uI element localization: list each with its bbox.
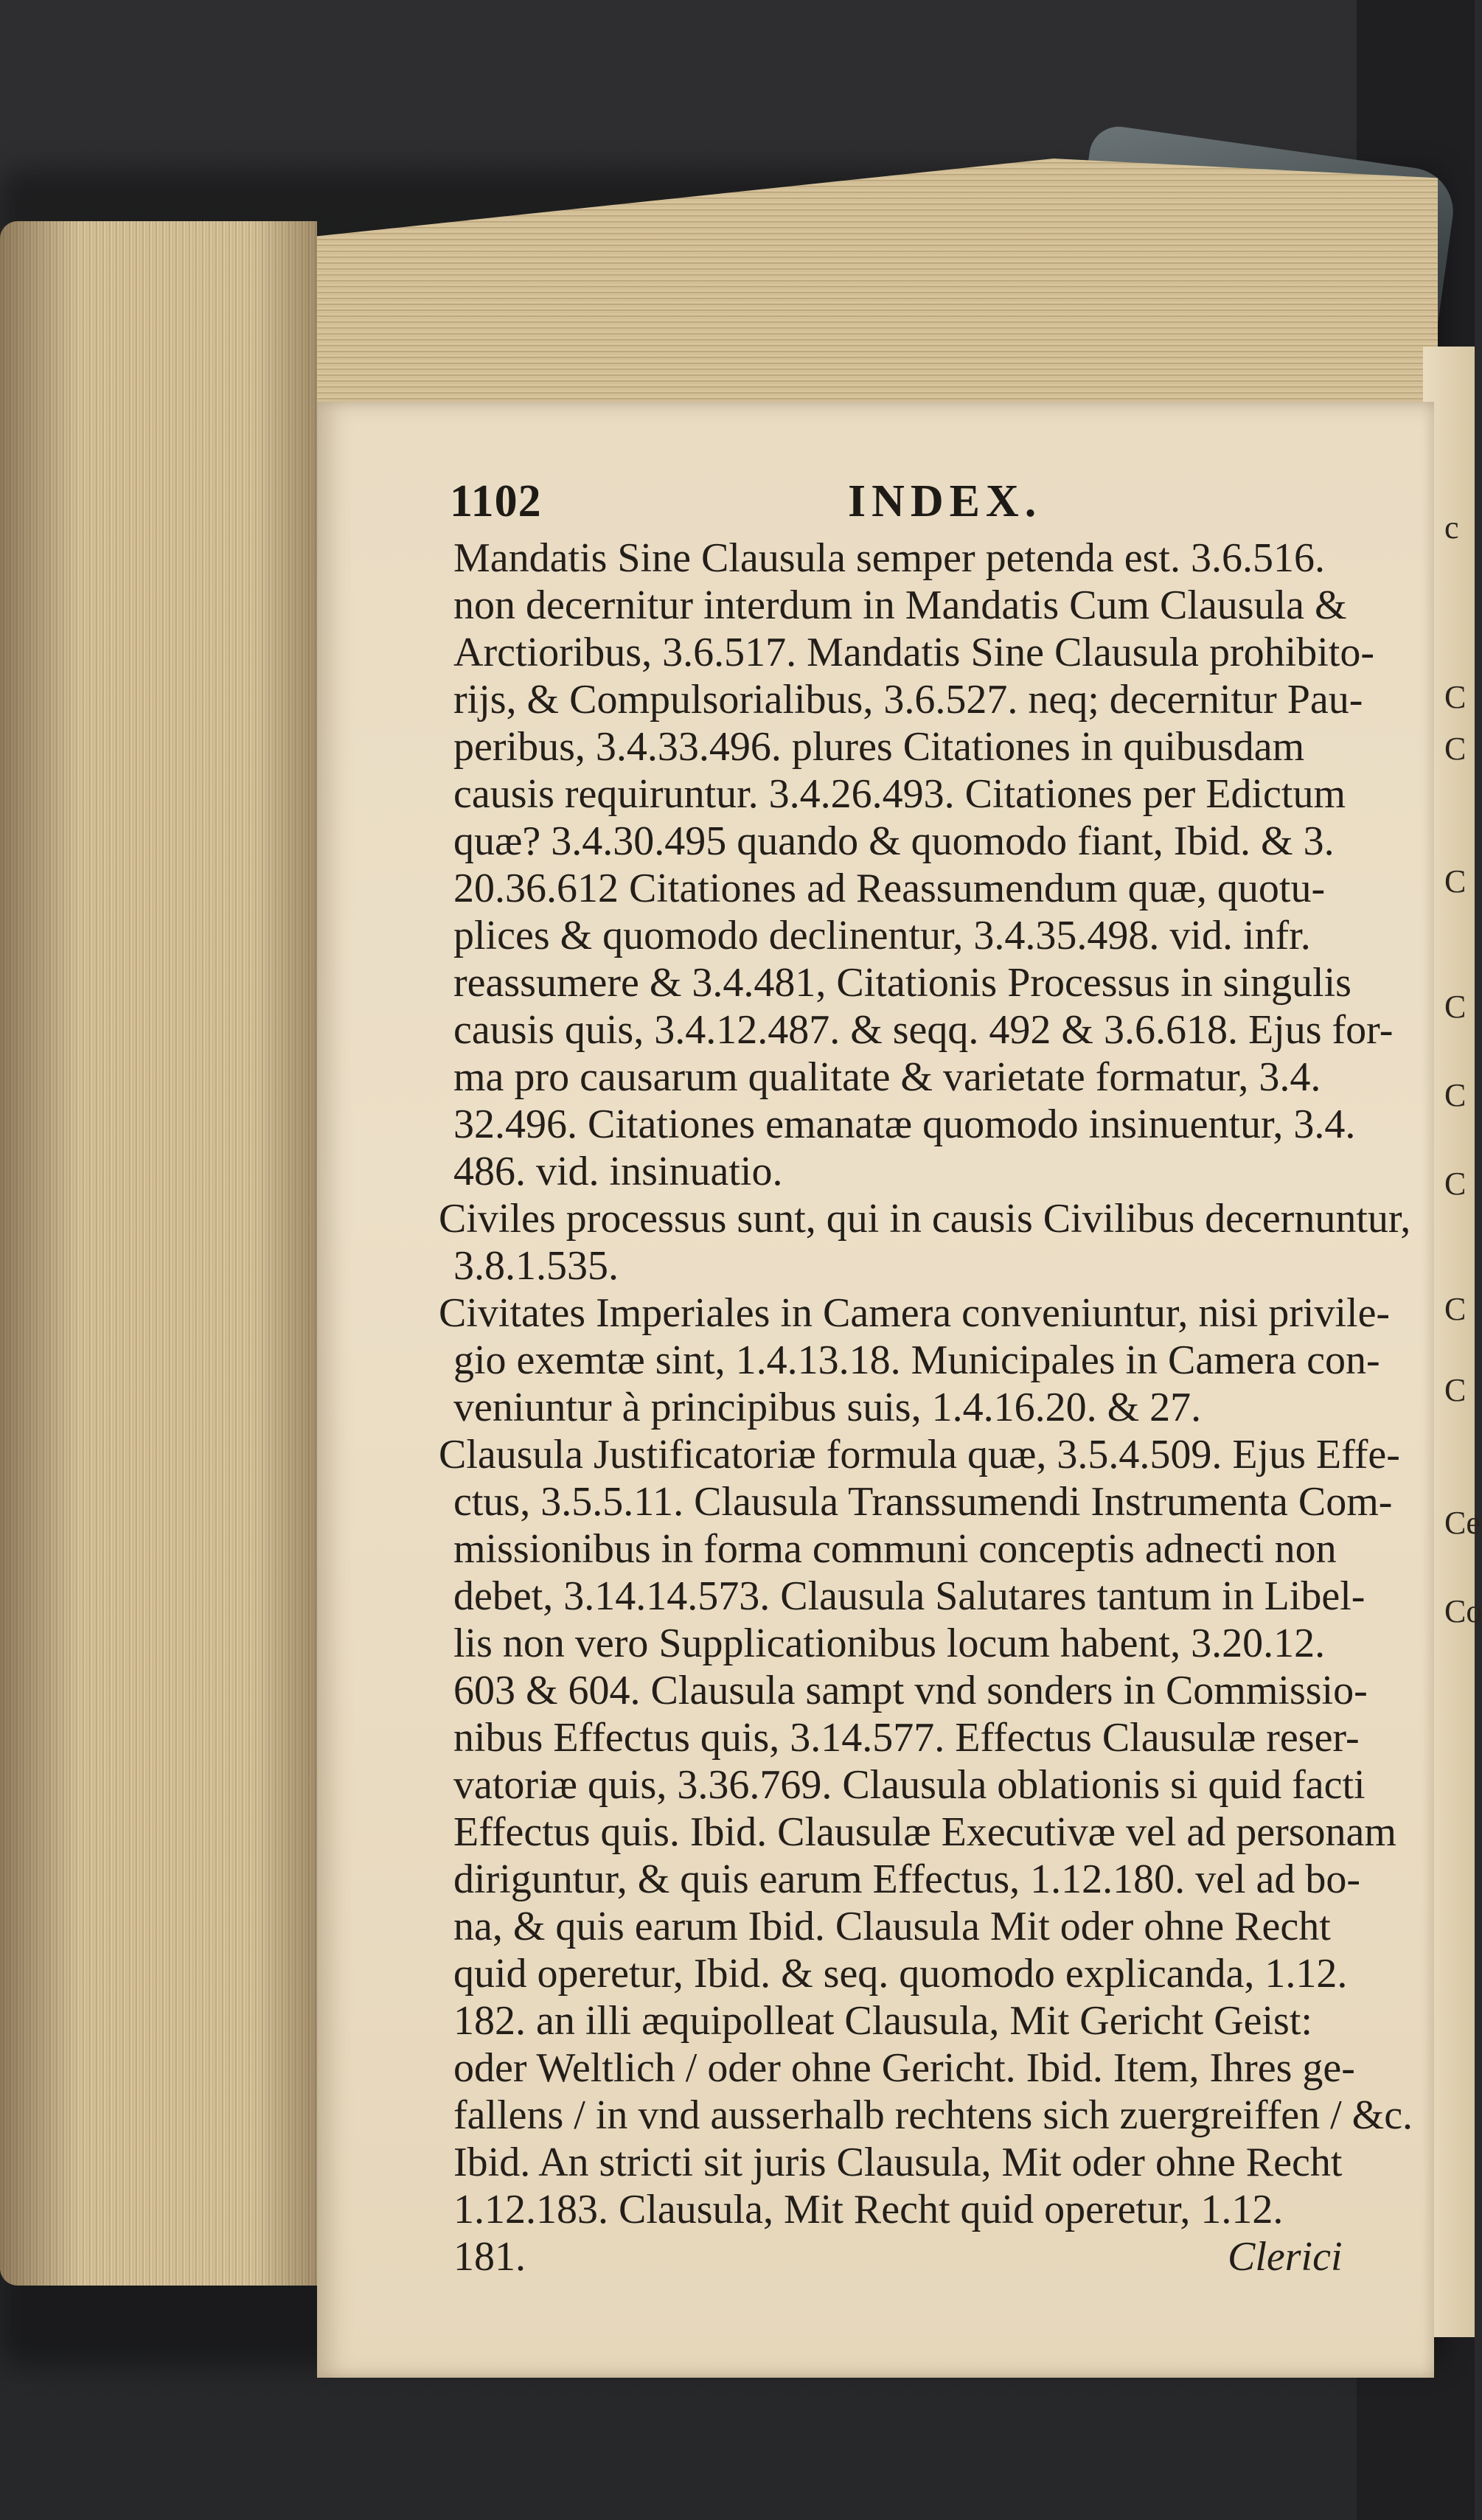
text-line: causis requiruntur. 3.4.26.493. Citationes per Edictum — [453, 771, 1346, 817]
text-line: rijs, & Compulsorialibus, 3.6.527. neq; decernitur Pau- — [453, 677, 1363, 723]
facing-page-letter: Co — [1444, 1593, 1482, 1629]
text-line: reassumere & 3.4.481, Citationis Processus in singulis — [453, 960, 1351, 1006]
text-line: 603 & 604. Clausula sampt vnd sonders in Commissio- — [453, 1668, 1368, 1713]
text-line: missionibus in forma communi conceptis adnecti non — [453, 1526, 1337, 1572]
page-number: 1102 — [450, 476, 542, 526]
text-line: 181. — [453, 2234, 526, 2280]
page-header — [450, 476, 1335, 535]
text-line: diriguntur, & quis earum Effectus, 1.12.180. vel ad bo- — [453, 1856, 1361, 1902]
text-line: Civiles processus sunt, qui in causis Civilibus decernuntur, — [439, 1196, 1411, 1242]
text-line: 3.8.1.535. — [453, 1243, 619, 1289]
facing-page-letter: C — [1444, 989, 1467, 1025]
text-line: debet, 3.14.14.573. Clausula Salutares tantum in Libel- — [453, 1573, 1366, 1619]
text-line: Ibid. An stricti sit juris Clausula, Mit oder ohne Recht — [453, 2140, 1343, 2185]
facing-page-letter: C — [1444, 1166, 1467, 1202]
facing-page-letter: Ce — [1444, 1505, 1481, 1541]
text-line: na, & quis earum Ibid. Clausula Mit oder ohne Recht — [453, 1904, 1331, 1949]
text-line: ctus, 3.5.5.11. Clausula Transsumendi Instrumenta Com- — [453, 1479, 1393, 1525]
text-line: causis quis, 3.4.12.487. & seqq. 492 & 3.6.618. Ejus for- — [453, 1007, 1394, 1053]
text-line: Clausula Justificatoriæ formula quæ, 3.5.4.509. Ejus Effe- — [439, 1432, 1400, 1477]
text-line: peribus, 3.4.33.496. plures Citationes in quibusdam — [453, 724, 1305, 770]
text-line: vatoriæ quis, 3.36.769. Clausula oblationis si quid facti — [453, 1762, 1366, 1808]
text-line: 32.496. Citationes emanatæ quomodo insinuentur, 3.4. — [453, 1101, 1356, 1147]
text-line: veniuntur à principibus suis, 1.4.16.20. & 27. — [453, 1385, 1202, 1430]
facing-page-letter: C — [1444, 731, 1467, 767]
text-line: plices & quomodo declinentur, 3.4.35.498. vid. infr. — [453, 913, 1311, 958]
text-line: Mandatis Sine Clausula semper petenda est. 3.6.516. — [453, 535, 1325, 581]
page-title: INDEX. — [848, 476, 1043, 526]
text-line: ma pro causarum qualitate & varietate formatur, 3.4. — [453, 1054, 1321, 1100]
text-line: 486. vid. insinuatio. — [453, 1149, 783, 1194]
facing-page-letter: C — [1444, 1372, 1467, 1408]
text-line: quid operetur, Ibid. & seq. quomodo explicanda, 1.12. — [453, 1951, 1348, 1997]
text-line: oder Weltlich / oder ohne Gericht. Ibid. Item, Ihres ge- — [453, 2045, 1355, 2091]
text-line: 182. an illi æquipolleat Clausula, Mit Gericht Geist: — [453, 1998, 1312, 2044]
facing-page-letter: C — [1444, 679, 1467, 715]
text-line: 20.36.612 Citationes ad Reassumendum quæ, quotu- — [453, 866, 1326, 911]
facing-page-letter: C — [1444, 1291, 1467, 1327]
text-line: 1.12.183. Clausula, Mit Recht quid operetur, 1.12. — [453, 2187, 1284, 2232]
facing-page-margin — [1434, 369, 1482, 2359]
text-line: Civitates Imperiales in Camera conveniuntur, nisi privile- — [439, 1290, 1391, 1336]
text-line: nibus Effectus quis, 3.14.577. Effectus Clausulæ reser- — [453, 1715, 1360, 1761]
text-line: quæ? 3.4.30.495 quando & quomodo fiant, Ibid. & 3. — [453, 818, 1335, 864]
facing-page-letter: C — [1444, 1077, 1467, 1113]
text-line: lis non vero Supplicationibus locum habent, 3.20.12. — [453, 1621, 1326, 1666]
facing-page-letter: c — [1444, 509, 1459, 546]
page-block-fore-edge — [0, 221, 317, 2286]
text-line: fallens / in vnd ausserhalb rechtens sich zuergreiffen / &c. — [453, 2092, 1413, 2138]
text-line: Effectus quis. Ibid. Clausulæ Executivæ vel ad personam — [453, 1809, 1396, 1855]
text-line: non decernitur interdum in Mandatis Cum Clausula & — [453, 582, 1347, 628]
text-line: gio exemtæ sint, 1.4.13.18. Municipales in Camera con- — [453, 1337, 1380, 1383]
book-page — [317, 402, 1434, 2378]
catchword: Clerici — [1228, 2234, 1343, 2280]
facing-page-letter: C — [1444, 863, 1467, 899]
text-line: Arctioribus, 3.6.517. Mandatis Sine Clausula prohibito- — [453, 630, 1374, 675]
